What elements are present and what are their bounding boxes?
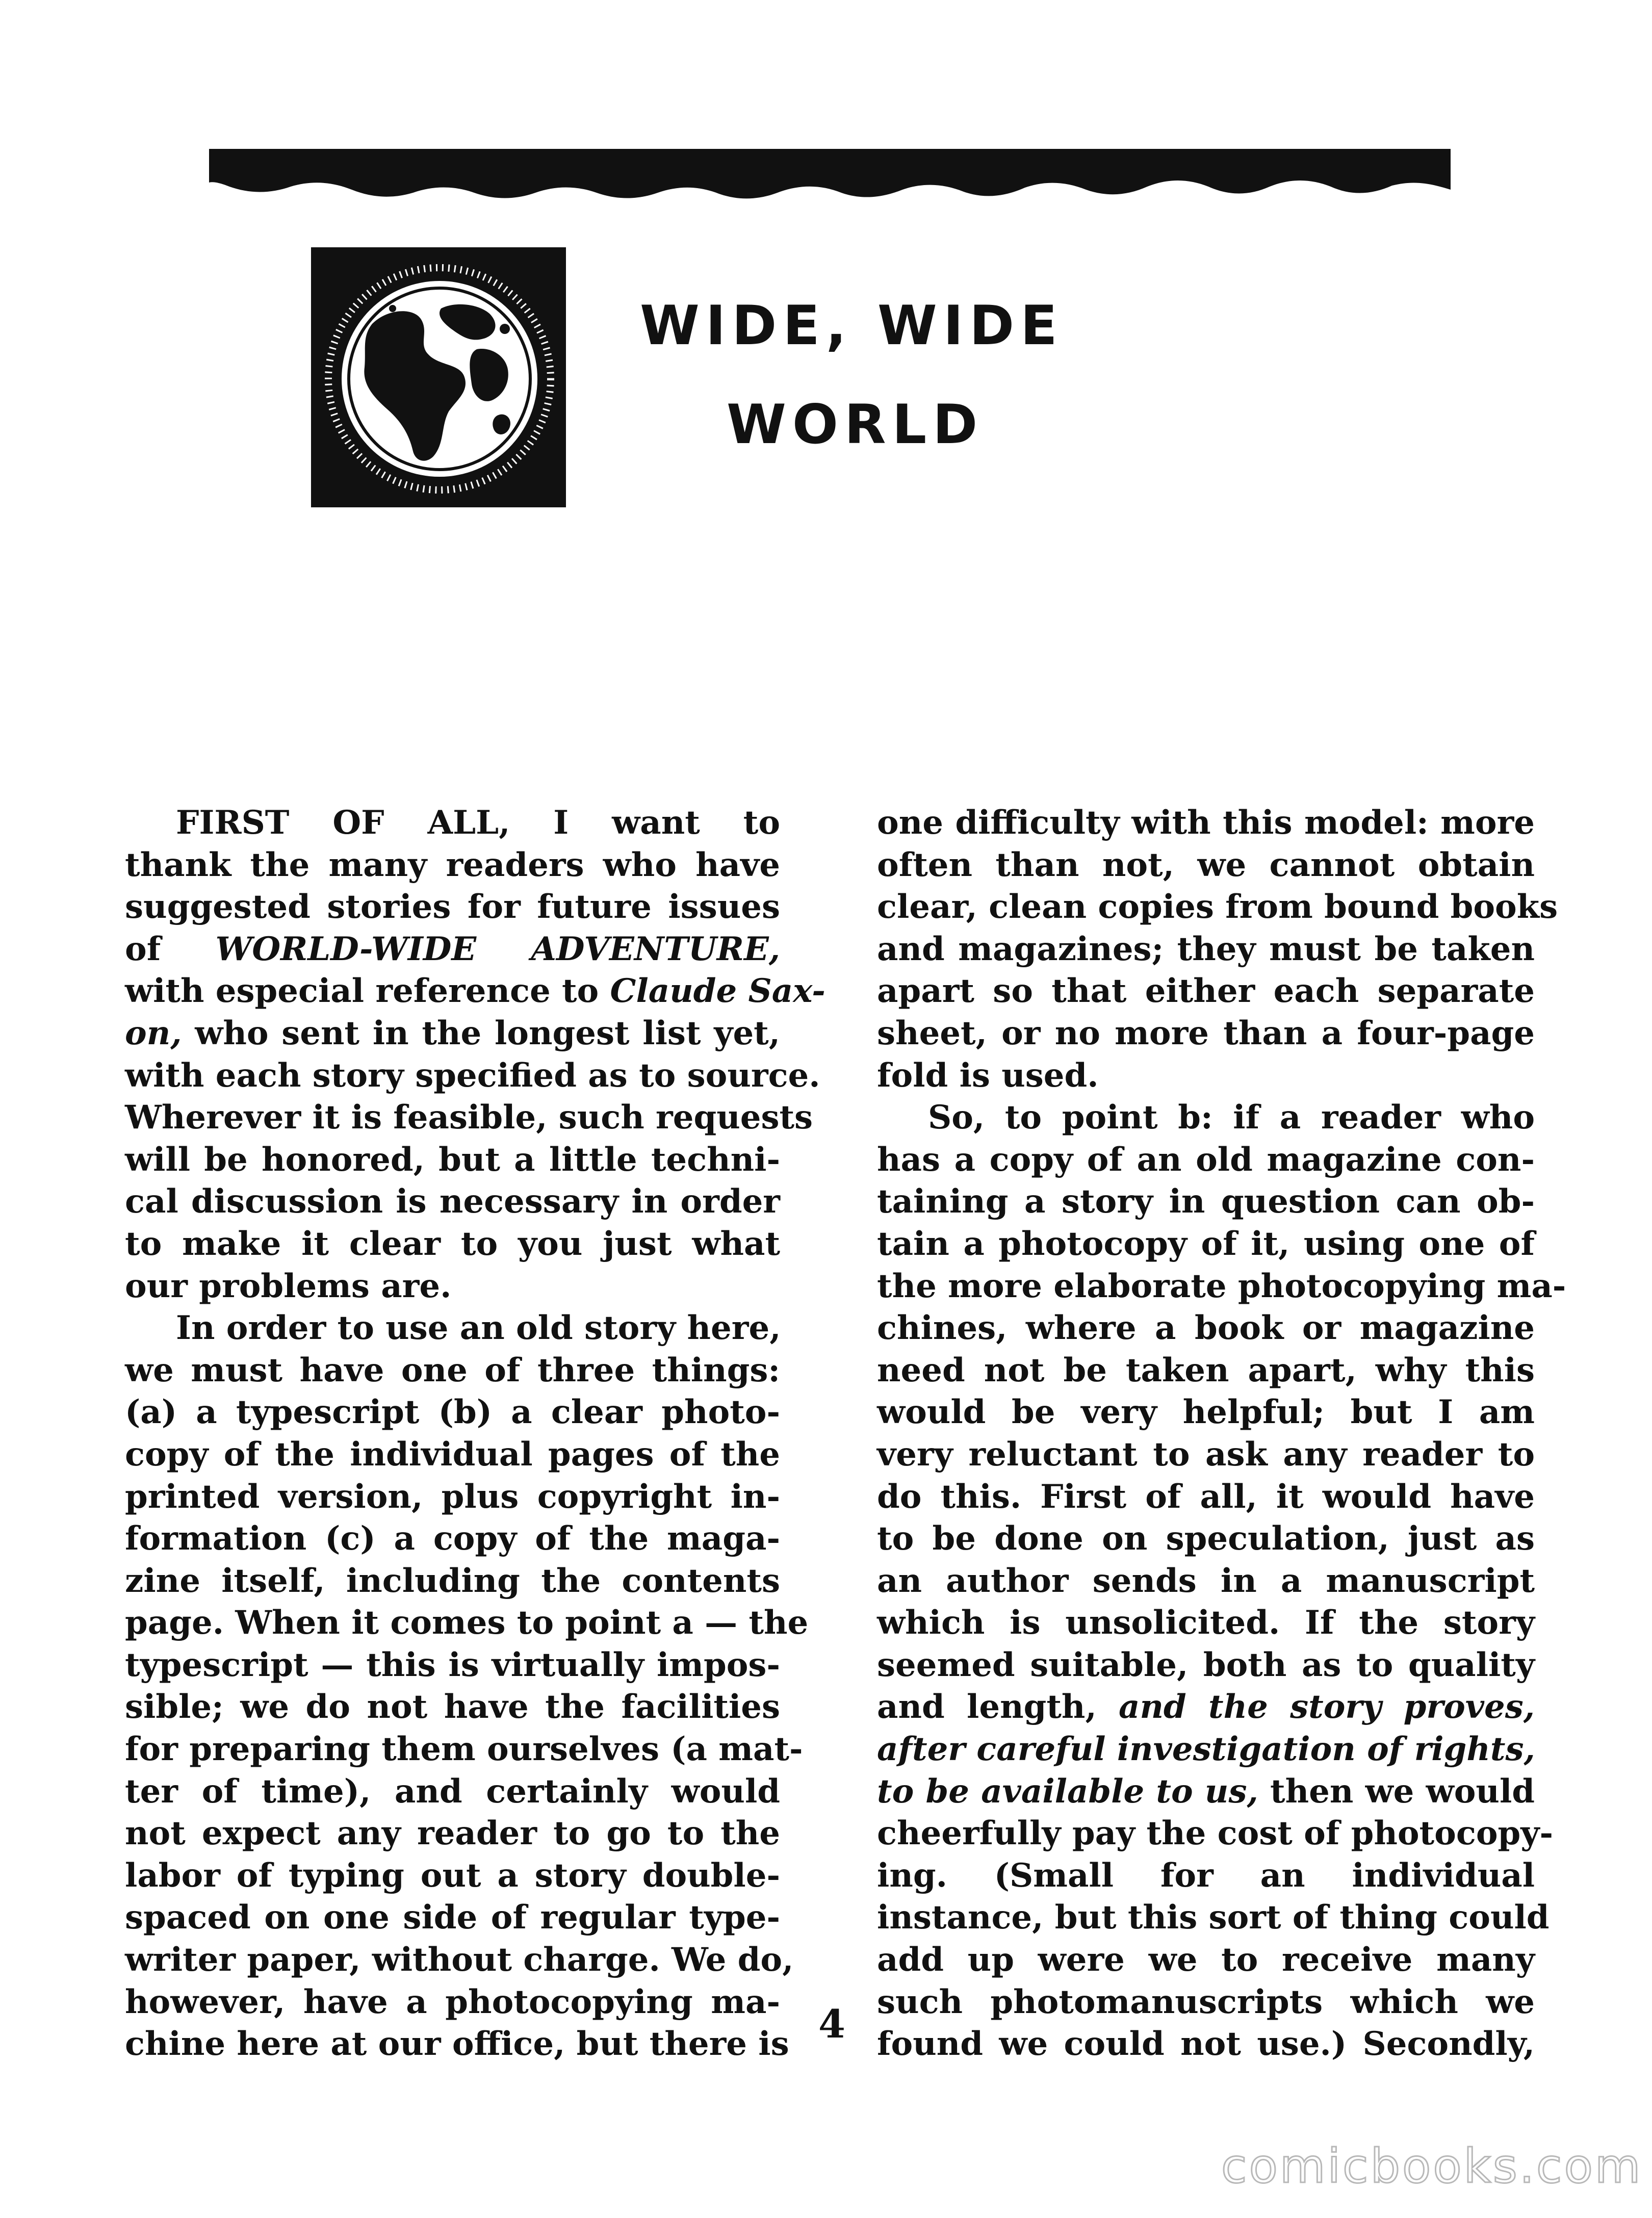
wavy-ink-banner <box>209 149 1451 209</box>
text-line: fold is used. <box>877 1056 1099 1095</box>
text-line: after careful investigation of rights, <box>877 1730 1535 1769</box>
text-line: often than not, we cannot obtain <box>877 845 1535 884</box>
text-line: however, have a photocopying ma- <box>125 1982 780 2021</box>
magazine-title-italic: WORLD-WIDE ADVENTURE, <box>215 930 780 968</box>
text-line: an author sends in a manuscript <box>877 1561 1535 1600</box>
text-line: one difficulty with this model: more <box>877 804 1535 842</box>
text-line: FIRST OF ALL, I want to <box>176 804 780 842</box>
text-line: need not be taken apart, why this <box>877 1351 1535 1389</box>
text-line: page. When it comes to point a — the <box>125 1604 809 1642</box>
text-line: seemed suitable, both as to quality <box>877 1645 1535 1684</box>
globe-icon <box>311 247 566 507</box>
text-line: sible; we do not have the facilities <box>125 1688 780 1726</box>
reader-name-italic: Claude Sax- <box>610 972 825 1011</box>
text-line: apart so that either each separate <box>877 972 1535 1011</box>
text-line: very reluctant to ask any reader to <box>877 1435 1535 1474</box>
text-line: typescript — this is virtually impos- <box>125 1645 780 1684</box>
text-line: add up were we to receive many <box>877 1941 1535 1979</box>
text-line: tain a photocopy of it, using one of <box>877 1224 1535 1263</box>
text-line: instance, but this sort of thing could <box>877 1898 1550 1937</box>
text-line: to make it clear to you just what <box>125 1224 780 1263</box>
text-line: would be very helpful; but I am <box>877 1393 1535 1432</box>
text-line: on, who sent in the longest list yet, <box>125 1014 780 1052</box>
text-line: chines, where a book or magazine <box>877 1309 1535 1348</box>
text-line: cheerfully pay the cost of photocopy- <box>877 1814 1553 1853</box>
text-line: has a copy of an old magazine con- <box>877 1140 1535 1179</box>
text-line: zine itself, including the contents <box>125 1561 780 1600</box>
text-line: ter of time), and certainly would <box>125 1772 780 1811</box>
text-line: cal discussion is necessary in order <box>125 1182 780 1221</box>
text-line: we must have one of three things: <box>125 1351 780 1389</box>
text-line: chine here at our office, but there is <box>125 2025 789 2064</box>
text-line: So, to point b: if a reader who <box>928 1098 1535 1137</box>
text-line: copy of the individual pages of the <box>125 1435 780 1474</box>
text-line: such photomanuscripts which we <box>877 1982 1535 2021</box>
text-line: found we could not use.) Secondly, <box>877 2025 1535 2064</box>
text-line: with each story specified as to source. <box>125 1056 820 1095</box>
text-line: sheet, or no more than a four-page <box>877 1014 1535 1052</box>
text-line: printed version, plus copyright in- <box>125 1477 780 1516</box>
text-line: and magazines; they must be taken <box>877 930 1535 968</box>
text-line: and length, and the story proves, <box>877 1688 1535 1726</box>
text-line: (a) a typescript (b) a clear photo- <box>125 1393 780 1432</box>
text-line: our problems are. <box>125 1267 452 1305</box>
text-line: In order to use an old story here, <box>176 1309 781 1348</box>
text-line: for preparing them ourselves (a mat- <box>125 1730 803 1769</box>
right-text-column <box>877 802 1566 2066</box>
page-number: 4 <box>818 2001 845 2047</box>
text-line: spaced on one side of regular type- <box>125 1898 780 1937</box>
text-line: taining a story in question can ob- <box>877 1182 1535 1221</box>
text-line: formation (c) a copy of the maga- <box>125 1519 780 1558</box>
text-line: which is unsolicited. If the story <box>877 1604 1535 1642</box>
page-title-line-2: WORLD <box>727 393 984 456</box>
text-line: suggested stories for future issues <box>125 888 780 926</box>
text-line: do this. First of all, it would have <box>877 1477 1535 1516</box>
page-title-line-1: WIDE, WIDE <box>640 294 1064 357</box>
text-line: labor of typing out a story double- <box>125 1856 780 1895</box>
text-line: clear, clean copies from bound books <box>877 888 1558 926</box>
reader-name-italic: on, <box>125 1014 182 1052</box>
text-line: ing. (Small for an individual <box>877 1856 1535 1895</box>
text-line: with especial reference to Claude Sax- <box>125 972 825 1011</box>
left-text-column <box>125 802 825 2066</box>
text-line: to be done on speculation, just as <box>877 1519 1535 1558</box>
emphasis-italic: to be available to us, <box>877 1772 1258 1811</box>
text-line: writer paper, without charge. We do, <box>125 1941 794 1979</box>
text-line: Wherever it is feasible, such requests <box>125 1098 813 1137</box>
emphasis-italic: and the story proves, <box>1119 1688 1535 1726</box>
text-line: of WORLD-WIDE ADVENTURE, <box>125 930 780 968</box>
text-line: thank the many readers who have <box>125 845 780 884</box>
site-watermark: comicbooks.com <box>1221 2139 1643 2194</box>
text-line: not expect any reader to go to the <box>125 1814 780 1853</box>
text-line: to be available to us, then we would <box>877 1772 1535 1811</box>
text-line: the more elaborate photocopying ma- <box>877 1267 1566 1305</box>
text-line: will be honored, but a little techni- <box>125 1140 780 1179</box>
